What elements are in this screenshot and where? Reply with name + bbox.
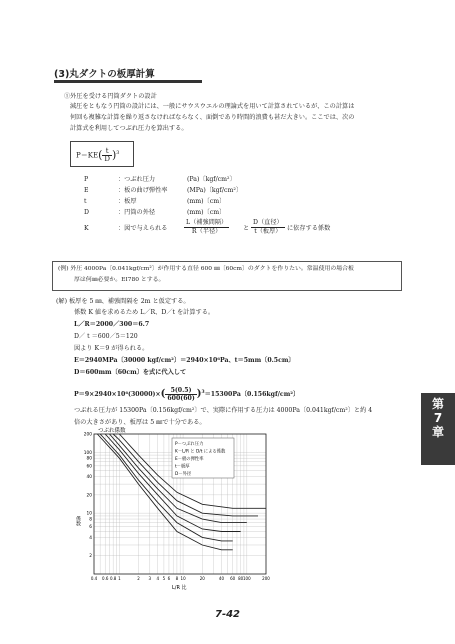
chart-title: つぶれ係数: [98, 428, 126, 434]
symbol-k: K: [84, 225, 89, 232]
x-tick-label-2: 0.8: [109, 576, 117, 581]
x-tick-label-14: 80: [238, 576, 244, 581]
k-ratio-1: [184, 219, 229, 236]
x-tick-label-11: 20: [199, 576, 205, 581]
collapse-coefficient-chart: [72, 426, 312, 592]
k-ratio-2-num: D（直径）: [253, 219, 283, 226]
x-tick-label-8: 6: [167, 576, 171, 581]
symbol-e: E: [84, 187, 89, 194]
x-tick-label-7: 5: [162, 576, 166, 581]
x-tick-label-5: 3: [148, 576, 152, 581]
solution-line-2: 係数 K 値を求めるため L／R、D／t を計算する。: [74, 309, 215, 316]
y-tick-label-5: 20: [86, 493, 92, 499]
symbol-e-unit: (MPa)〔kgf/cm²〕: [187, 187, 243, 194]
y-tick-label-7: 8: [89, 517, 92, 523]
symbol-p-unit: (Pa)〔kgf/cm²〕: [187, 176, 236, 183]
chart-x-label: L/R 比: [172, 585, 187, 591]
k-ratio-1-num: L（補強間隔）: [186, 219, 228, 226]
y-tick-label-0: 200: [83, 432, 92, 438]
x-tick-label-1: 0.6: [102, 576, 109, 581]
x-tick-label-12: 40: [218, 576, 225, 581]
k-ratio-2: [251, 219, 285, 236]
title-underline: [54, 80, 202, 83]
x-tick-label-6: 4: [156, 576, 160, 581]
y-tick-label-1: 100: [83, 450, 92, 456]
chart-y-label: 係数: [75, 516, 81, 526]
symbol-d: D: [84, 209, 89, 216]
chapter-tab: [421, 393, 455, 465]
legend-item-1: P－つぶれ圧力: [175, 442, 204, 447]
x-tick-label-16: 200: [262, 576, 270, 581]
symbol-t: t: [84, 198, 87, 205]
legend-item-4: t－板厚: [175, 464, 190, 470]
x-tick-label-4: 2: [137, 576, 140, 581]
k-tail: に依存する係数: [287, 225, 331, 232]
symbol-t-unit: (mm)〔cm〕: [187, 198, 226, 205]
x-tick-label-15: 100: [242, 576, 251, 581]
legend-item-3: E－板の弾性率: [175, 457, 204, 462]
example-line-1: (例) 外圧 4000Pa〔0.041kgf/cm²〕が作用する直径 600 ㎜〔60cm〕のダクトを作りたい。常温使用の場合板: [58, 266, 354, 272]
example-line-2: 厚は何㎜必要か。EI780 とする。: [74, 277, 165, 283]
y-tick-label-9: 4: [89, 535, 92, 541]
symbol-d-desc: ：円筒の外径: [118, 209, 156, 216]
intro-heading: ①外圧を受ける円筒ダクトの設計: [64, 93, 157, 100]
chapter-tab-line-1: 第: [431, 397, 444, 411]
chapter-tab-line-3: 章: [431, 425, 444, 439]
formula-numerator: t: [102, 148, 112, 156]
solution-formula-den: 600(60): [167, 395, 195, 402]
k-and: と: [243, 225, 250, 232]
solution-line-1: (解) 板厚を 5 ㎜、補強間隔を 2m と仮定する。: [56, 298, 190, 305]
section-title: (3)丸ダクトの板厚計算: [54, 69, 155, 80]
k-ratio-1-den: R（半径）: [191, 228, 222, 235]
k-ratio-2-den: t（板厚）: [254, 228, 282, 235]
intro-line-3: 計算式を利用してつぶれ圧力を算出する。: [70, 125, 188, 132]
solution-line-3: L／R＝2000／300＝6.7: [74, 321, 150, 328]
solution-line-10: 倍の大きさがあり、板厚は 5 ㎜で十分である。: [74, 419, 206, 426]
solution-formula-exp: 3: [201, 389, 205, 395]
solution-line-6: E＝2940MPa〔30000 kgf/cm²〕＝2940×10⁶Pa、t＝5mm〔0.5cm〕: [74, 357, 295, 364]
legend-item-5: D－外径: [175, 472, 192, 477]
intro-line-1: 減圧をともなう円筒の設計には、一般にサウスウエルの理論式を用いて計算されているが、この計算は: [70, 103, 355, 110]
symbol-d-unit: (mm)〔cm〕: [187, 209, 226, 216]
y-tick-label-10: 2: [89, 554, 92, 560]
chart-y-ticks: [84, 432, 92, 560]
formula-exponent: 3: [116, 150, 120, 157]
y-tick-label-2: 80: [86, 456, 92, 462]
solution-line-4: D／ t ＝600／5＝120: [74, 333, 138, 340]
x-tick-label-0: 0.4: [90, 576, 98, 581]
legend-item-2: K－L/R と D/t による係数: [175, 449, 226, 455]
y-tick-label-3: 60: [86, 464, 92, 470]
x-tick-label-9: 8: [175, 576, 179, 581]
y-tick-label-6: 10: [86, 511, 92, 517]
symbol-t-desc: ：板厚: [118, 198, 137, 205]
solution-line-5: 図より K＝9 が得られる。: [74, 345, 149, 352]
formula-denominator: D: [104, 155, 110, 163]
solution-formula-rhs: ＝15300Pa〔0.156kgf/cm²〕: [204, 391, 300, 398]
intro-line-2: 何回も複雑な計算を繰り返さなければならなく、面倒であり時間的浪費も甚だ大きい。ここでは、次の: [70, 114, 355, 121]
y-tick-label-4: 40: [86, 475, 92, 481]
solution-formula: P＝9×2940×10⁶(30000)×( $\frac{5(0.5)}{600(60)}$ )$^3$＝15300Pa〔0.156kgf/cm²〕: [74, 387, 300, 402]
x-tick-label-13: 60: [230, 576, 236, 581]
chapter-tab-line-2: 7: [433, 411, 443, 425]
solution-formula-num: 5(0.5): [165, 387, 196, 395]
x-tick-label-3: 1: [118, 576, 121, 581]
solution-formula-lhs: P＝9×2940×10⁶(30000)×: [74, 391, 161, 398]
symbol-p: P: [84, 176, 89, 183]
symbol-k-desc: ：図で与えられる: [118, 225, 168, 232]
solution-line-7: D＝600mm〔60cm〕を式に代入して: [74, 369, 187, 376]
chart-x-ticks: [91, 576, 270, 581]
symbol-p-desc: ：つぶれ圧力: [118, 176, 156, 183]
x-tick-label-10: 10: [180, 576, 186, 581]
formula-lhs: P＝KE: [76, 151, 99, 160]
solution-line-9: つぶれる圧力が 15300Pa〔0.156kgf/cm²〕で、実際に作用する圧力は 4000Pa〔0.041kgf/cm²〕と約 4: [74, 407, 373, 414]
symbol-e-desc: ：板の曲げ弾性率: [118, 187, 168, 194]
formula-box: [70, 141, 134, 167]
formula: P＝KE( $\frac{t}{D}$ )$^3$: [76, 147, 120, 163]
page-number: 7-42: [214, 609, 241, 620]
y-tick-label-8: 6: [89, 525, 92, 531]
